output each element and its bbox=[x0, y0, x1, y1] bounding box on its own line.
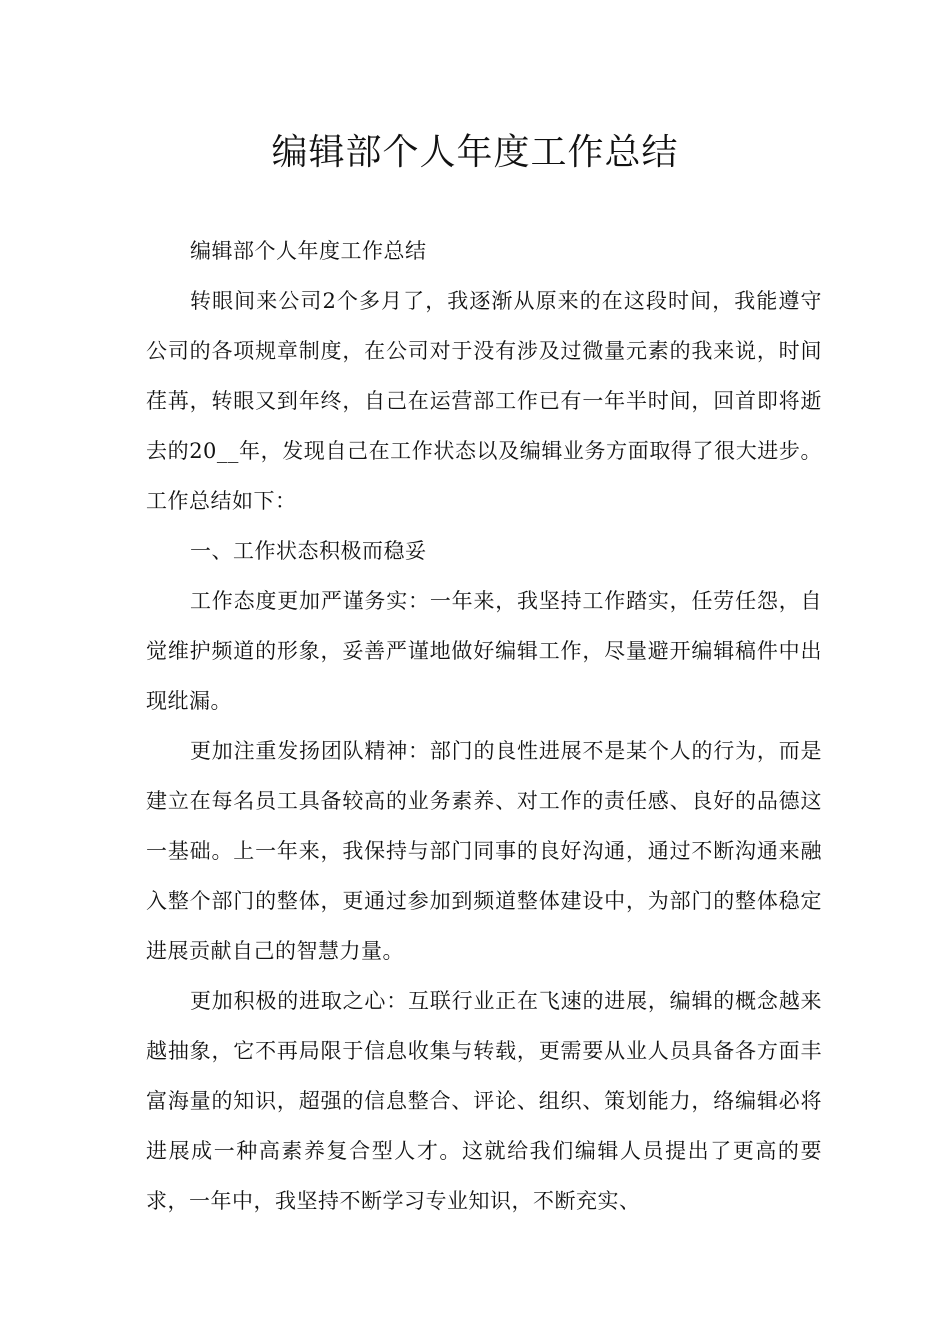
paragraph-intro: 转眼间来公司2个多月了，我逐渐从原来的在这段时间，我能遵守公司的各项规章制度，在公司对于没有涉及过微量元素的我来说，时间荏苒，转眼又到年终，自己在运营部工作已有一年半时间，回首即将逝去的20__年，发现自己在工作状态以及编辑业务方面取得了很大进步。工作总结如下： bbox=[146, 289, 822, 513]
document-title: 编辑部个人年度工作总结 bbox=[271, 132, 679, 173]
paragraph-subtitle: 编辑部个人年度工作总结 bbox=[190, 239, 427, 263]
section-heading-1: 一、工作状态积极而稳妥 bbox=[190, 539, 427, 563]
document-body bbox=[146, 226, 822, 1226]
paragraph-progress: 更加积极的进取之心：互联行业正在飞速的进展，编辑的概念越来越抽象，它不再局限于信息收集与转载，更需要从业人员具备各方面丰富海量的知识，超强的信息整合、评论、组织、策划能力，络编辑必将进展成一种高素养复合型人才。这就给我们编辑人员提出了更高的要求，一年中，我坚持不断学习专业知识，不断充实、 bbox=[146, 989, 822, 1213]
paragraph-team-spirit: 更加注重发扬团队精神：部门的良性进展不是某个人的行为，而是建立在每名员工具备较高的业务素养、对工作的责任感、良好的品德这一基础。上一年来，我保持与部门同事的良好沟通，通过不断沟通来融入整个部门的整体，更通过参加到频道整体建设中，为部门的整体稳定进展贡献自己的智慧力量。 bbox=[146, 739, 822, 963]
paragraph-work-attitude: 工作态度更加严谨务实：一年来，我坚持工作踏实，任劳任怨，自觉维护频道的形象，妥善严谨地做好编辑工作，尽量避开编辑稿件中出现纰漏。 bbox=[146, 589, 822, 713]
